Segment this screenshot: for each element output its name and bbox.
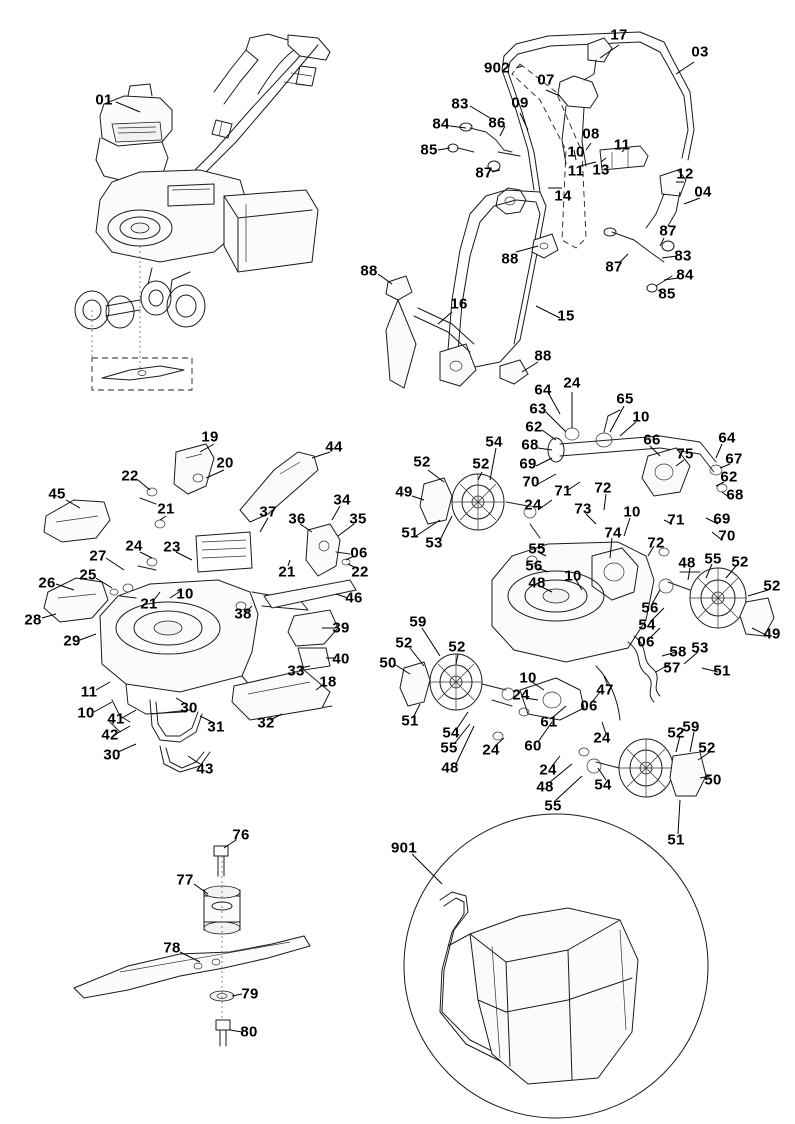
- part-callout-88-28: 88: [534, 347, 552, 365]
- part-callout-49-50: 49: [395, 483, 413, 501]
- part-callout-31-117: 31: [207, 718, 225, 736]
- part-callout-27-74: 27: [89, 547, 107, 565]
- group-grass-bag: [404, 814, 708, 1118]
- part-callout-24-131: 24: [482, 741, 500, 759]
- part-callout-52-80: 52: [731, 553, 749, 571]
- part-callout-13-14: 13: [592, 161, 610, 179]
- part-callout-10-84: 10: [564, 567, 582, 585]
- part-callout-04-18: 04: [694, 183, 712, 201]
- part-callout-71-63: 71: [667, 511, 685, 529]
- part-callout-10-62: 10: [623, 503, 641, 521]
- part-callout-72-70: 72: [647, 534, 665, 552]
- part-callout-80-143: 80: [240, 1023, 258, 1041]
- part-callout-71-51: 71: [554, 482, 572, 500]
- part-callout-51-67: 51: [401, 524, 419, 542]
- part-callout-52-98: 52: [395, 634, 413, 652]
- part-callout-48-130: 48: [441, 759, 459, 777]
- part-callout-66-38: 66: [643, 431, 661, 449]
- part-callout-69-41: 69: [519, 455, 537, 473]
- part-callout-10-34: 10: [632, 408, 650, 426]
- part-callout-87-19: 87: [659, 222, 677, 240]
- part-callout-75-42: 75: [676, 445, 694, 463]
- part-callout-52-128: 52: [698, 739, 716, 757]
- part-callout-11-12: 11: [613, 136, 631, 154]
- part-callout-12-16: 12: [676, 165, 694, 183]
- part-callout-24-65: 24: [125, 537, 143, 555]
- part-callout-28-89: 28: [24, 611, 42, 629]
- part-callout-24-132: 24: [539, 761, 557, 779]
- part-callout-65-32: 65: [616, 390, 634, 408]
- part-callout-70-48: 70: [522, 473, 540, 491]
- part-callout-10-86: 10: [176, 585, 194, 603]
- part-callout-35-59: 35: [349, 510, 367, 528]
- part-callout-55-126: 55: [440, 739, 458, 757]
- part-callout-51-118: 51: [401, 712, 419, 730]
- part-callout-52-46: 52: [413, 453, 431, 471]
- part-callout-24-60: 24: [524, 496, 542, 514]
- part-callout-01-0: 01: [95, 91, 113, 109]
- part-callout-18-110: 18: [319, 673, 337, 691]
- part-callout-70-71: 70: [718, 527, 736, 545]
- part-callout-14-17: 14: [554, 187, 572, 205]
- part-callout-43-129: 43: [196, 760, 214, 778]
- part-callout-21-56: 21: [157, 500, 175, 518]
- part-callout-55-73: 55: [528, 540, 546, 558]
- part-callout-76-138: 76: [232, 826, 250, 844]
- part-callout-54-40: 54: [485, 433, 503, 451]
- part-callout-07-4: 07: [537, 71, 555, 89]
- part-callout-45-54: 45: [48, 485, 66, 503]
- part-callout-08-9: 08: [582, 125, 600, 143]
- part-callout-21-87: 21: [140, 595, 158, 613]
- part-callout-69-64: 69: [713, 510, 731, 528]
- part-callout-36-58: 36: [288, 510, 306, 528]
- part-callout-33-106: 33: [287, 662, 305, 680]
- part-callout-88-24: 88: [360, 262, 378, 280]
- part-callout-11-109: 11: [80, 683, 98, 701]
- part-callout-88-20: 88: [501, 250, 519, 268]
- part-callout-79-142: 79: [241, 985, 259, 1003]
- part-callout-61-115: 61: [540, 713, 558, 731]
- part-callout-48-83: 48: [528, 574, 546, 592]
- part-callout-46-91: 46: [345, 589, 363, 607]
- part-callout-54-121: 54: [442, 724, 460, 742]
- part-callout-03-2: 03: [691, 43, 709, 61]
- part-callout-06-97: 06: [637, 633, 655, 651]
- part-callout-54-92: 54: [638, 616, 656, 634]
- part-callout-55-79: 55: [704, 550, 722, 568]
- part-callout-39-95: 39: [332, 619, 350, 637]
- part-callout-06-112: 06: [580, 697, 598, 715]
- part-callout-54-135: 54: [594, 776, 612, 794]
- part-callout-19-35: 19: [201, 428, 219, 446]
- part-callout-24-111: 24: [512, 686, 530, 704]
- part-callout-30-125: 30: [103, 746, 121, 764]
- part-callout-48-78: 48: [678, 554, 696, 572]
- part-callout-64-29: 64: [534, 381, 552, 399]
- part-callout-59-124: 59: [682, 718, 700, 736]
- part-callout-84-23: 84: [676, 266, 694, 284]
- part-callout-72-52: 72: [594, 479, 612, 497]
- part-callout-86-8: 86: [488, 114, 506, 132]
- part-callout-52-47: 52: [472, 455, 490, 473]
- part-callout-56-77: 56: [525, 557, 543, 575]
- part-callout-37-57: 37: [259, 503, 277, 521]
- part-callout-10-11: 10: [567, 143, 585, 161]
- part-callout-29-94: 29: [63, 632, 81, 650]
- part-callout-25-81: 25: [79, 566, 97, 584]
- part-callout-83-5: 83: [451, 95, 469, 113]
- part-callout-59-96: 59: [409, 613, 427, 631]
- part-callout-30-114: 30: [180, 699, 198, 717]
- part-callout-50-133: 50: [704, 771, 722, 789]
- part-callout-32-120: 32: [257, 714, 275, 732]
- part-callout-68-53: 68: [726, 486, 744, 504]
- part-callout-62-33: 62: [525, 418, 543, 436]
- part-callout-22-76: 22: [351, 563, 369, 581]
- part-callout-902-3: 902: [484, 59, 510, 77]
- part-callout-87-22: 87: [605, 258, 623, 276]
- part-callout-83-21: 83: [674, 247, 692, 265]
- part-callout-15-27: 15: [557, 307, 575, 325]
- part-callout-85-25: 85: [658, 285, 676, 303]
- part-callout-47-108: 47: [596, 681, 614, 699]
- part-callout-50-103: 50: [379, 654, 397, 672]
- part-callout-49-93: 49: [763, 625, 781, 643]
- part-callout-53-68: 53: [425, 534, 443, 552]
- part-callout-57-104: 57: [663, 659, 681, 677]
- part-callout-09-6: 09: [511, 94, 529, 112]
- part-callout-26-82: 26: [38, 574, 56, 592]
- group-assembly-overview: [75, 34, 330, 390]
- part-callout-48-134: 48: [536, 778, 554, 796]
- part-callout-64-39: 64: [718, 429, 736, 447]
- part-callout-52-123: 52: [667, 724, 685, 742]
- part-callout-58-100: 58: [669, 643, 687, 661]
- part-callout-68-37: 68: [521, 436, 539, 454]
- part-callout-20-45: 20: [216, 454, 234, 472]
- part-callout-34-55: 34: [333, 491, 351, 509]
- part-callout-56-88: 56: [641, 599, 659, 617]
- part-callout-78-141: 78: [163, 939, 181, 957]
- part-callout-51-105: 51: [713, 662, 731, 680]
- part-callout-55-136: 55: [544, 797, 562, 815]
- part-callout-24-122: 24: [593, 729, 611, 747]
- part-callout-40-102: 40: [332, 650, 350, 668]
- part-callout-10-107: 10: [519, 669, 537, 687]
- part-callout-51-137: 51: [667, 831, 685, 849]
- part-callout-22-44: 22: [121, 467, 139, 485]
- part-callout-74-69: 74: [604, 524, 622, 542]
- part-callout-44-36: 44: [325, 438, 343, 456]
- part-callout-21-75: 21: [278, 563, 296, 581]
- part-callout-901-139: 901: [391, 839, 417, 857]
- part-callout-42-119: 42: [101, 726, 119, 744]
- part-callout-38-90: 38: [234, 605, 252, 623]
- part-callout-06-72: 06: [350, 544, 368, 562]
- part-callout-52-99: 52: [448, 638, 466, 656]
- part-callout-62-49: 62: [720, 468, 738, 486]
- part-callout-52-85: 52: [763, 577, 781, 595]
- part-callout-85-10: 85: [420, 141, 438, 159]
- part-callout-60-127: 60: [524, 737, 542, 755]
- part-callout-11-13: 11: [567, 162, 585, 180]
- part-callout-41-116: 41: [107, 710, 125, 728]
- part-callout-63-31: 63: [529, 400, 547, 418]
- group-deck-left: [44, 444, 356, 772]
- part-callout-87-15: 87: [475, 164, 493, 182]
- part-callout-73-61: 73: [574, 500, 592, 518]
- part-callout-67-43: 67: [725, 450, 743, 468]
- part-callout-23-66: 23: [163, 538, 181, 556]
- part-callout-17-1: 17: [610, 26, 628, 44]
- part-callout-24-30: 24: [563, 374, 581, 392]
- part-callout-53-101: 53: [691, 639, 709, 657]
- part-callout-16-26: 16: [450, 295, 468, 313]
- part-callout-10-113: 10: [77, 704, 95, 722]
- part-callout-77-140: 77: [176, 871, 194, 889]
- part-callout-84-7: 84: [432, 115, 450, 133]
